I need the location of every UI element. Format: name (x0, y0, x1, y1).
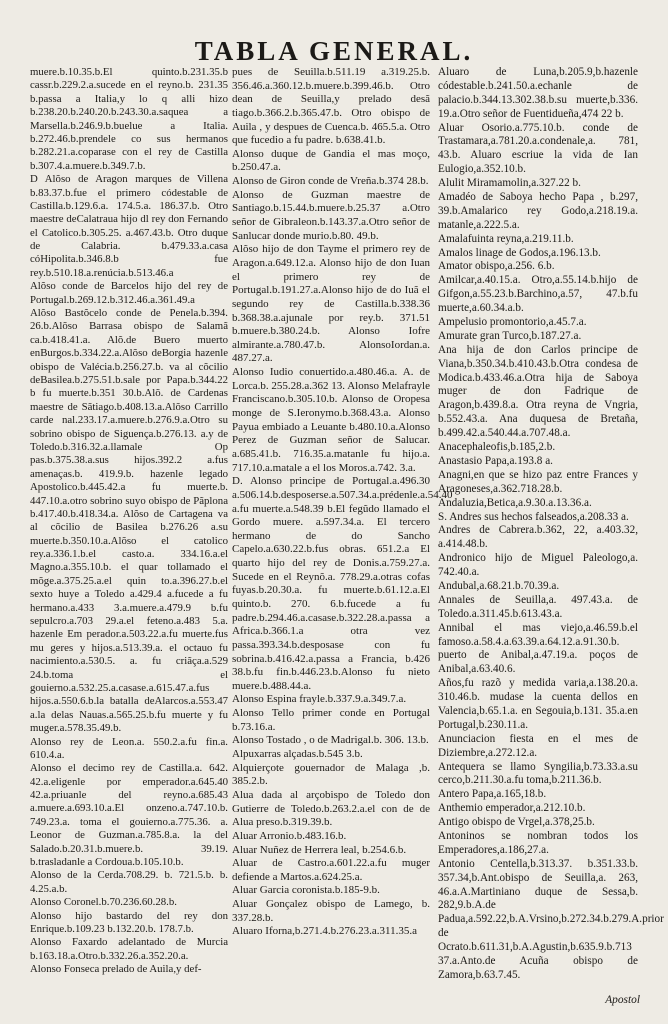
index-entry: Alquierçote gouernador de Malaga ,b. 385.2.b. (232, 761, 430, 788)
index-entry: Aluar Garcia coronista.b.185-9.b. (232, 884, 380, 897)
index-entry: Antigo obispo de Vrgel,a.378,25.b. (438, 816, 595, 829)
index-entry: Andaluzia,Betica,a.9.30.a.13.36.a. (438, 496, 592, 509)
index-entry: Alõso conde de Barcelos hijo del rey de Portugal.b.269.12.b.312.46.a.361.49.a (30, 280, 228, 306)
index-entry: Aluar Gonçalez obispo de Lamego, b. 337.28.b. (232, 898, 430, 924)
index-entry: Alonso de Giron conde de Vreña.b.374 28.b. (232, 175, 429, 188)
index-entry: D Alõso de Aragon marques de Villena b.83.37.b.fue el primero códestable de Castilla.b.129.6.a. 174.5.a. 186.37.b. Otro maestre deCalatraua hijo dl rey don Fernando el Catolico.b.305.25. a.467.43.b. Otro duque de Calabria. b.479.33.a.casa cóHipolita.b.346.8.b fue rey.b.510.18.a.renúcia.b.513.46.a (30, 173, 228, 279)
index-entry: Andubal,a.68.21.b.70.39.a. (438, 579, 560, 592)
index-entry: Alulit Miramamolin,a.327.22 b. (438, 177, 581, 190)
index-entry: Amator obispo,a.256. 6.b. (438, 260, 555, 273)
index-entry: Anunciacion fiesta en el mes de Diziembre,a.272.12.a. (438, 732, 638, 759)
index-entry: Alonso Fonseca prelado de Auila,y def- (30, 963, 202, 976)
index-entry: pues de Seuilla.b.511.19 a.319.25.b. 356.46.a.360.12.b.muere.b.399.46.b. Otro dean de Seuilla,y prelado desã tiago.b.366.2.b.365.47.b. Otro obispo de Auila , y despues de Cuenca.b. 465.5.a. Otro que fucedio a fu padre. b.638.41.b. (232, 66, 430, 147)
index-entry: Amilcar,a.40.15.a. Otro,a.55.14.b.hijo de Gifgon,a.55.23.b.Barchino,a.57, 47.b.fu muerte,a.60.34.a.b. (438, 274, 638, 315)
index-entry: Antequera se llamo Syngilia,b.73.33.a.su cerco,b.211.30.a.fu toma,b.211.36.b. (438, 760, 638, 787)
index-entry: Anthemio emperador,a.212.10.b. (438, 802, 586, 815)
index-entry: Aluar Osorio.a.775.10.b. conde de Trastamara,a.781.20.a.condenale,a. 781, 43.b. Aluaro escriue la vida de Ian Eulogio,a.352.10.b. (438, 121, 638, 176)
index-entry: Alonso hijo bastardo del rey don Enrique.b.109.23 b.132.20.b. 178.7.b. (30, 909, 228, 935)
index-entry: Alonso Tello primer conde en Portugal b.73.16.a. (232, 707, 430, 733)
index-entry: Anacephaleofis,b.185,2.b. (438, 441, 556, 454)
index-entry: Alonso Tostado , o de Madrigal.b. 306. 13.b. (232, 734, 429, 747)
index-entry: Amalafuinta reyna,a.219.11.b. (438, 232, 574, 245)
index-entry: Alonso Iudio conuertido.a.480.46.a. A. de Lorca.b. 255.28.a.362 13. Alonso Melafrayle Franciscano.b.305.10.b. Alonso de Oropesa monge de S.Ieronymo.b.368.43.a. Alonso Payua embiado a Leuante b.480.10.a.Alonso Perez de Guzman señor de Salucar. a.685.41.b. 716.35.a.matanle fu hijo.a. 717.10.a.matale a el los Moros.a.742. 3.a. (232, 366, 430, 474)
index-entry: Alonso Faxardo adelantado de Murcia b.163.18.a.Otro.b.332.26.a.352.20.a. (30, 936, 228, 962)
index-entry: Ampelusio promontorio,a.45.7.a. (438, 316, 587, 329)
index-entry: muere.b.10.35.b.El quinto.b.231.35.b cassr.b.229.2.a.sucede en el reyno.b. 231.35 b.passa a Italia,y lo q alli hizo b.238.20.b.240.20.b.243.30.a.saquea a Marsella.b.246.9.b.buelue a Italia. b.272.46.b.prendele co sus hermanos b.282.21.a.coparase con el rey de Castilla b.307.4.a.muere.b.349.7.b. (30, 66, 228, 172)
index-entry: Alonso Coronel.b.70.236.60.28.b. (30, 896, 177, 909)
index-entry: Aluaro de Luna,b.205.9,b.hazenle códestable.b.241.50.a.echanle de palacio.b.344.13.302.38.b.su muerte,b.336. 19.a.Otro señor de Fuentidueña,474 22 b. (438, 66, 638, 120)
index-entry: Alonso el decimo rey de Castilla.a. 642. 42.a.eligenle por emperador.a.645.40 42.a.priuanle del reyno.a.685.43 a.muere.a.693.10.a.El onzeno.a.747.10.b. 749.23.a. toma el gouierno.a.775.36. a. Leonor de Guzman.a.785.8.a. la del Salado.b.20.31.b.muere.b. 39.19. b.trasladanle a Cordoua.b.105.10.b. (30, 762, 228, 869)
index-entry: Amadéo de Saboya hecho Papa , b.297, 39.b.Amalarico rey Godo,a.218.19.a. matanle,a.222.5.a. (438, 191, 638, 231)
index-entry: Alõso hijo de don Tayme el primero rey de Aragon.a.649.12.a. Alonso hijo de don Iuan el primero rey de Portugal.b.191.27.a.Alonso hijo de do Iuã el segundo rey de Castilla.b.338.36 b.368.38.a.ajunale por rey.b. 371.51 b.muere.b.380.24.b. Alonso Iofre almirante.a.780.47.b. AlonsoIordan.a. 487.27.a. (232, 243, 430, 365)
index-entry: Anagni,en que se hizo paz entre Frances y Aragoneses,a.362.718.28.b. (438, 468, 638, 495)
index-entry: Annibal el mas viejo,a.46.59.b.el famoso.a.58.4.a.63.39.a.64.12.a.91.30.b. puerto de Anibal,a.47.19.a. poços de Anibal,a.63.40.6. (438, 621, 638, 676)
index-entry: Ana hija de don Carlos principe de Viana,b.350.34.b.410.43.b.Otra condesa de Modica.b.433.46.a.Otra hija de Saboya muger de don Fadrique de Aragon,b.439.8.a. Otra reyna de Vngria, b.552.43.a. Ana duquesa de Bretaña, b.499.42.a.540.44.a.707.48.a. (438, 343, 638, 440)
index-entry: Alonso rey de Leon.a. 550.2.a.fu fin.a. 610.4.a. (30, 735, 228, 761)
catchword: Apostol (605, 994, 640, 1006)
index-entry: Aluar Arronio.b.483.16.b. (232, 829, 347, 842)
index-entry: Alonso duque de Gandia el mas moço, b.250.47.a. (232, 147, 430, 174)
index-entry: Alonso de la Cerda.708.29. b. 721.5.b. b. 4.25.a.b. (30, 869, 228, 895)
index-entry: Amalos linage de Godos,a.196.13.b. (438, 246, 601, 259)
index-column-middle (232, 66, 453, 939)
index-entry: S. Andres sus hechos falseados,a.208.33 a. (438, 510, 629, 523)
page-title: TABLA GENERAL. (194, 36, 474, 66)
index-entry: Alua dada al arçobispo de Toledo don Gutierre de Toledo.b.263.2.a.el con de de Alua preso.b.319.39.b. (232, 788, 430, 829)
index-entry: Alpuxarras alçadas.b.545 3.b. (232, 748, 363, 761)
index-column-right (438, 66, 664, 983)
index-entry: Anastasio Papa,a.193.8 a. (438, 454, 553, 467)
index-entry: Antonio Centella,b.313.37. b.351.33.b. 357.34,b.Ant.obispo de Seuilla,a. 263, 46.a.A.Martiniano duque de Sessa,b. 282,9.b.A.de Padua,a.592.22,b.A.Vrsino,b.272.34.b.279.A.prior de Ocrato.b.611.31,b.A.Agustin,b.635.9.b.713 37.a.Anto.de Acuña obispo de Zamora,b.63.7.45. (438, 857, 664, 981)
index-entry: Andres de Cabrera.b.362, 22, a.403.32, a.414.48.b. (438, 524, 638, 551)
index-entry: Annales de Seuilla,a. 497.43.a. de Toledo.a.311.45.b.613.43.a. (438, 593, 638, 620)
index-entry: Aluar de Castro.a.601.22.a.fu muger defiende a Martos.a.624.25.a. (232, 857, 430, 883)
index-entry: Antero Papa,a.165,18.b. (438, 788, 547, 801)
index-entry: Años,fu razõ y medida varia,a.138.20.a. 310.46.b. mudase la cuenta dellos en Valencia,b.65.1.a. en Segouia,b.131. 35.a.en Portugal,b.230.11.a. (438, 677, 638, 731)
index-entry: Aluaro Iforna,b.271.4.b.276.23.a.311.35.a (232, 925, 418, 938)
index-entry: D. Alonso principe de Portugal.a.496.30 a.506.14.b.desposerse.a.507.34.a.prédenle.a.54.40 a.fu muerte.a.548.39 b.El fegũdo llamado el Gordo muere. a.597.34.a. El tercero hermano de do Sancho Capelo.a.630.22.b.fus obras. 651.2.a El quarto hijo del rey de Donis.a.759.27.a. Sucede en el Reynõ.a. 778.29.a.otras cofas fuyas.b.20.30.a. fu muerte.b.61.12.a.El quinto.b. 270. 6.b.fucede a fu padre.b.294.46.a.casase.b.322.28.a.passa a Africa.b.366.1.a otra vez passa.393.34.b.desposase con fu sobrina.b.416.42.a.passa a Francia, b.426 38.b.fu fin.b.446.23.b.Alonso fu nieto muere.b.488.44.a. (232, 475, 453, 692)
index-entry: Antoninos se nombran todos los Emperadores,a.186,27.a. (438, 829, 638, 856)
index-entry: Alõso Bastõcelo conde de Penela.b.394. 26.b.Alõso Barrasa obispo de Salamã ca.b.418.41.a. Alõ.de Buero muerto enBurgos.b.334.22.a.Alõso deBorgia hazenle obispo de Valécia.b.256.27.b. va al cõcilio deBasilea.b.275.51.b.sale por Papa.b.344.22 b fu muerte.b.351 30.b.Alõ. de Cardenas maestre de Sãtiago.b.408.13.a.Alõso Carrillo carde nal.233.17.a.muere.b.276.9.a.Otro su sobrino obispo de Siguença.b.276.13. a.y de Toledo.b.316.32.a.llamale Op pas.b.375.38.a.sus hijos.392.2 a.fus amenaças.b. 419.9.b. hazenle legado Apostolico.b.445.42.a fu muerte.b. 447.10.a.otro sobrino suyo obispo de Pãplona b.417.40.b.418.34.a. Alõso de Cartagena va al cõcilio de Basilea b.276.26 a.su muerte.b.350.10.a.Alõso el catolico rey.a.336.1.b.el casto.a. 334.16.a.el Magno.a.355.10.b. el quar tollamado el mõge.a.375.25.a.el quin to.a.396.27.b.el sexto huye a Toledo a.429.4 a.fucede a fu hermano.a.433 3.a.muere.a.479.9 b.fu sepulcro.a.703 29.a.el feteno.a.483 5.a. hazenle Em perador.a.503.22.a.fu muerte.fus mu geres y hijos.a.513.39.a. el octauo fu nacimiento.a.530.5. a. fu criãça.a.529 24.b.toma el gouierno.a.532.25.a.casase.a.615.47.a.fus hijos.a.550.6.b.la batalla deAlarcos.a.553.47 a.la delas Nauas.a.565.25.b.fu muerte y fu muger.a.578.35.49.b. (30, 307, 228, 735)
index-entry: Alonso de Guzman maestre de Santiago.b.15.44.b.muere.b.25.37 a.Otro señor de Gibraleon.b.143.37.a.Otro señor de Sanlucar donde murio.b.80. 49.b. (232, 188, 430, 242)
index-entry: Amurate gran Turco,b.187.27.a. (438, 329, 582, 342)
index-entry: Aluar Nuñez de Herrera leal, b.254.6.b. (232, 843, 407, 856)
index-column-left (30, 66, 228, 977)
index-entry: Alonso Espina frayle.b.337.9.a.349.7.a. (232, 693, 407, 706)
index-entry: Andronico hijo de Miguel Paleologo,a. 742.40.a. (438, 552, 638, 579)
